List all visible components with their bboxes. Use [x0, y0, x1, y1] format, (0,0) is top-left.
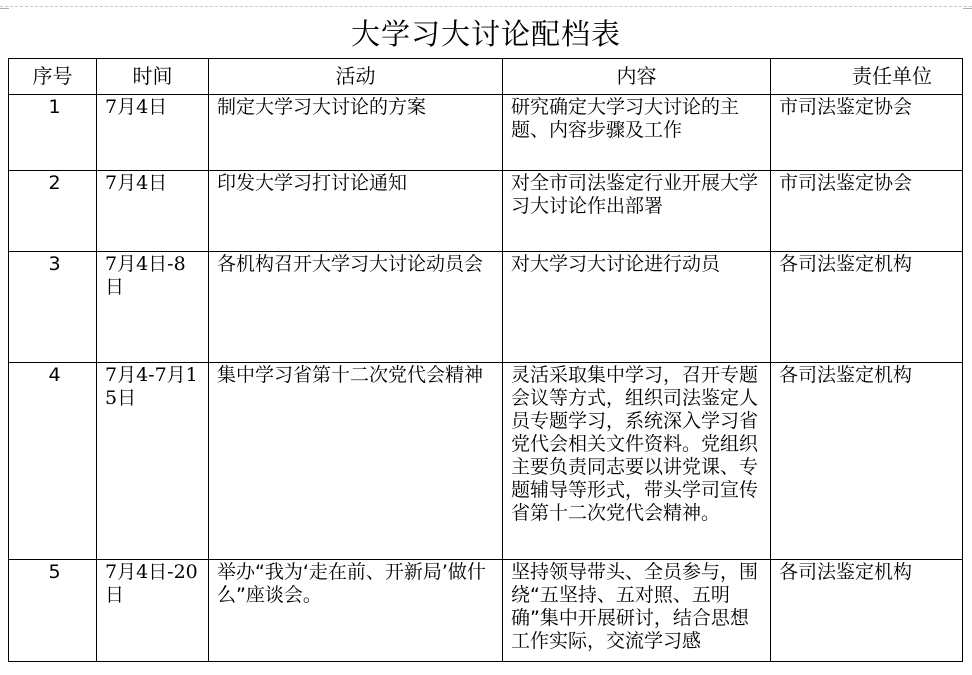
cell-activity-text: 集中学习省第十二次党代会精神 [217, 364, 484, 386]
cell-activity-text: 举办“我为‘走在前、开新局’做什么”座谈会。 [217, 561, 486, 606]
cell-index-text: 3 [48, 253, 61, 275]
cell-index-text: 1 [48, 96, 61, 118]
table-row [9, 560, 963, 662]
table-row [9, 171, 963, 252]
cell-responsible-text: 各司法鉴定机构 [779, 561, 913, 583]
cell-content-text: 研究确定大学习大讨论的主题、内容步骤及工作 [511, 96, 740, 141]
cell-time[interactable] [97, 171, 209, 252]
cell-index[interactable] [9, 560, 97, 662]
cell-time-text: 7月4日-20日 [105, 561, 198, 606]
cell-index-text: 2 [48, 172, 61, 194]
header-time[interactable]: 时间 [97, 59, 209, 95]
page-corner-mark-left [0, 8, 9, 9]
cell-time[interactable] [97, 560, 209, 662]
cell-content-text: 灵活采取集中学习，召开专题会议等方式，组织司法鉴定人员专题学习，系统深入学习省党代会相关文件资料。党组织主要负责同志要以讲党课、专题辅导等形式，带头学司宣传省第十二次党代会精神。 [511, 364, 759, 524]
cell-activity[interactable] [209, 363, 503, 560]
cell-activity-text: 各机构召开大学习大讨论动员会 [217, 253, 484, 275]
cell-time-text: 7月4日 [105, 172, 168, 194]
cell-content[interactable] [503, 95, 771, 171]
table-row [9, 252, 963, 363]
table-row [9, 363, 963, 560]
cell-content[interactable] [503, 560, 771, 662]
table-row [9, 95, 963, 171]
cell-activity[interactable] [209, 95, 503, 171]
cell-time-text: 7月4日-8日 [105, 253, 186, 298]
cell-activity-text: 印发大学习打讨论通知 [217, 172, 408, 194]
cell-content-text: 坚持领导带头、全员参与，围绕“五坚持、五对照、五明确”集中开展研讨，结合思想工作实际，交流学习感 [511, 561, 759, 652]
cell-index-text: 5 [48, 561, 61, 583]
document-title[interactable]: 大学习大讨论配档表 [350, 17, 621, 51]
cell-time-text: 7月4-7月15日 [105, 364, 198, 409]
cell-responsible[interactable] [771, 95, 963, 171]
cell-activity[interactable] [209, 171, 503, 252]
cell-time-text: 7月4日 [105, 96, 168, 118]
page-corner-mark-right [963, 8, 972, 9]
cell-content[interactable] [503, 252, 771, 363]
cell-time[interactable] [97, 363, 209, 560]
cell-activity-text: 制定大学习大讨论的方案 [217, 96, 427, 118]
cell-responsible-text: 市司法鉴定协会 [779, 96, 913, 118]
cell-activity[interactable] [209, 560, 503, 662]
cell-activity[interactable] [209, 252, 503, 363]
header-index[interactable]: 序号 [9, 59, 97, 95]
cell-responsible[interactable] [771, 252, 963, 363]
cell-content-text: 对全市司法鉴定行业开展大学习大讨论作出部署 [511, 172, 759, 217]
cell-responsible[interactable] [771, 363, 963, 560]
page-top-edge [0, 0, 972, 7]
cell-index-text: 4 [48, 364, 61, 386]
schedule-table [8, 58, 963, 662]
cell-index[interactable] [9, 363, 97, 560]
header-activity[interactable]: 活动 [209, 59, 503, 95]
cell-responsible-text: 各司法鉴定机构 [779, 364, 913, 386]
cell-content[interactable] [503, 171, 771, 252]
cell-responsible-text: 各司法鉴定机构 [779, 253, 913, 275]
cell-responsible-text: 市司法鉴定协会 [779, 172, 913, 194]
cell-responsible[interactable] [771, 560, 963, 662]
cell-responsible[interactable] [771, 171, 963, 252]
cell-index[interactable] [9, 252, 97, 363]
header-responsible[interactable]: 责任单位 [771, 59, 963, 95]
cell-content-text: 对大学习大讨论进行动员 [511, 253, 721, 275]
cell-time[interactable] [97, 252, 209, 363]
cell-content[interactable] [503, 363, 771, 560]
cell-index[interactable] [9, 95, 97, 171]
cell-index[interactable] [9, 171, 97, 252]
table-header-row [9, 59, 963, 95]
cell-time[interactable] [97, 95, 209, 171]
header-content[interactable]: 内容 [503, 59, 771, 95]
